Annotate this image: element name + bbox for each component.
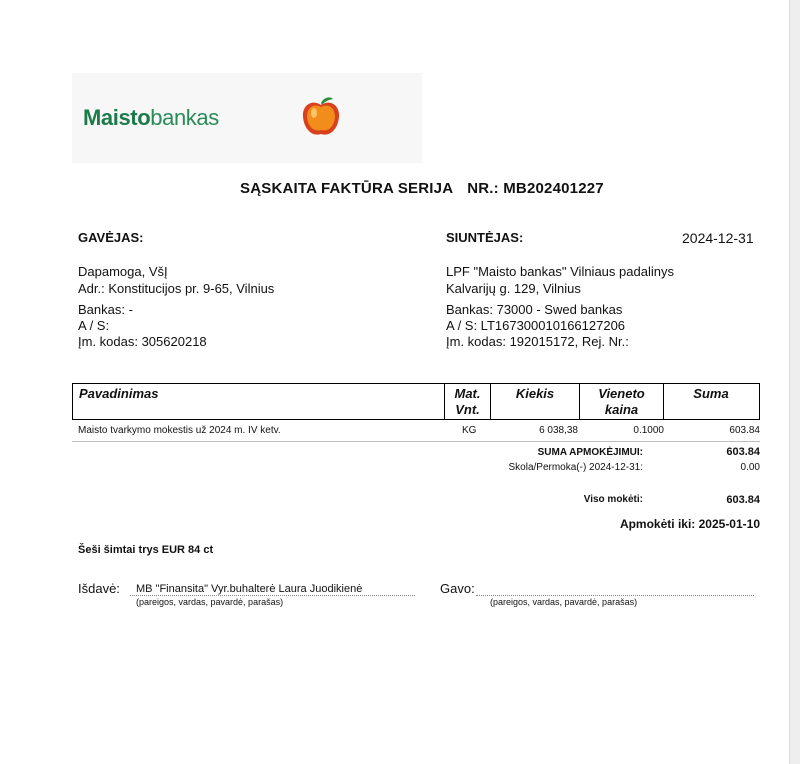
items-table-header [72, 383, 760, 420]
row-item-sum: 603.84 [729, 425, 760, 436]
received-label: Gavo: [440, 581, 475, 596]
row-item-name: Maisto tvarkymo mokestis už 2024 m. IV ketv. [78, 425, 281, 436]
title-text: SĄSKAITA FAKTŪRA SERIJA [240, 180, 454, 197]
issued-label: Išdavė: [78, 581, 120, 596]
header-price-line1: Vieneto [598, 386, 645, 401]
issued-signature-line [130, 595, 415, 596]
apple-icon [300, 93, 342, 139]
row-item-unit: KG [462, 425, 477, 436]
page-edge [789, 0, 800, 764]
total-value: 603.84 [726, 494, 760, 506]
buyer-bank: Bankas: - [78, 302, 133, 317]
debt-label: Skola/Permoka(-) 2024-12-31: [508, 462, 643, 473]
buyer-code: Įm. kodas: 305620218 [78, 334, 207, 349]
buyer-heading: GAVĖJAS: [78, 230, 144, 245]
buyer-address: Adr.: Konstitucijos pr. 9-65, Vilnius [78, 281, 275, 296]
seller-name: LPF "Maisto bankas" Vilniaus padalinys [446, 264, 674, 279]
received-signature-line [476, 595, 754, 596]
logo [83, 105, 219, 131]
header-unit-line1: Mat. [454, 386, 481, 401]
header-unit [445, 386, 490, 418]
subtotal-label: SUMA APMOKĖJIMUI: [537, 447, 643, 458]
amount-in-words: Šeši šimtai trys EUR 84 ct [78, 544, 214, 556]
seller-address: Kalvarijų g. 129, Vilnius [446, 281, 581, 296]
seller-bank: Bankas: 73000 - Swed bankas [446, 302, 623, 317]
buyer-account: A / S: [78, 318, 110, 333]
logo-word-maisto: Maisto [83, 105, 151, 130]
row-divider [72, 441, 760, 442]
header-qty: Kiekis [515, 386, 555, 401]
header-price [580, 386, 663, 418]
header-price-line2: kaina [604, 402, 639, 417]
row-item-qty: 6 038,38 [539, 425, 578, 436]
header-sum: Suma [693, 386, 729, 401]
row-item-price: 0.1000 [633, 425, 664, 436]
received-caption: (pareigos, vardas, pavardė, parašas) [490, 597, 638, 607]
issued-by: MB "Finansita" Vyr.buhalterė Laura Juodikienė [136, 583, 363, 595]
seller-heading: SIUNTĖJAS: [446, 230, 524, 245]
invoice-date: 2024-12-31 [682, 230, 754, 246]
document-title [240, 180, 604, 197]
logo-word-bankas: bankas [150, 105, 219, 130]
due-date: Apmokėti iki: 2025-01-10 [619, 517, 760, 531]
invoice-number: NR.: MB202401227 [467, 180, 604, 197]
seller-code: Įm. kodas: 192015172, Rej. Nr.: [446, 334, 629, 349]
debt-value: 0.00 [740, 462, 760, 473]
issued-caption: (pareigos, vardas, pavardė, parašas) [136, 597, 284, 607]
header-unit-line2: Vnt. [455, 402, 480, 417]
subtotal-value: 603.84 [726, 446, 760, 458]
buyer-name: Dapamoga, VšĮ [78, 264, 168, 279]
total-label: Viso mokėti: [583, 494, 643, 505]
seller-account: A / S: LT167300010166127206 [446, 318, 626, 333]
header-name: Pavadinimas [79, 386, 159, 401]
